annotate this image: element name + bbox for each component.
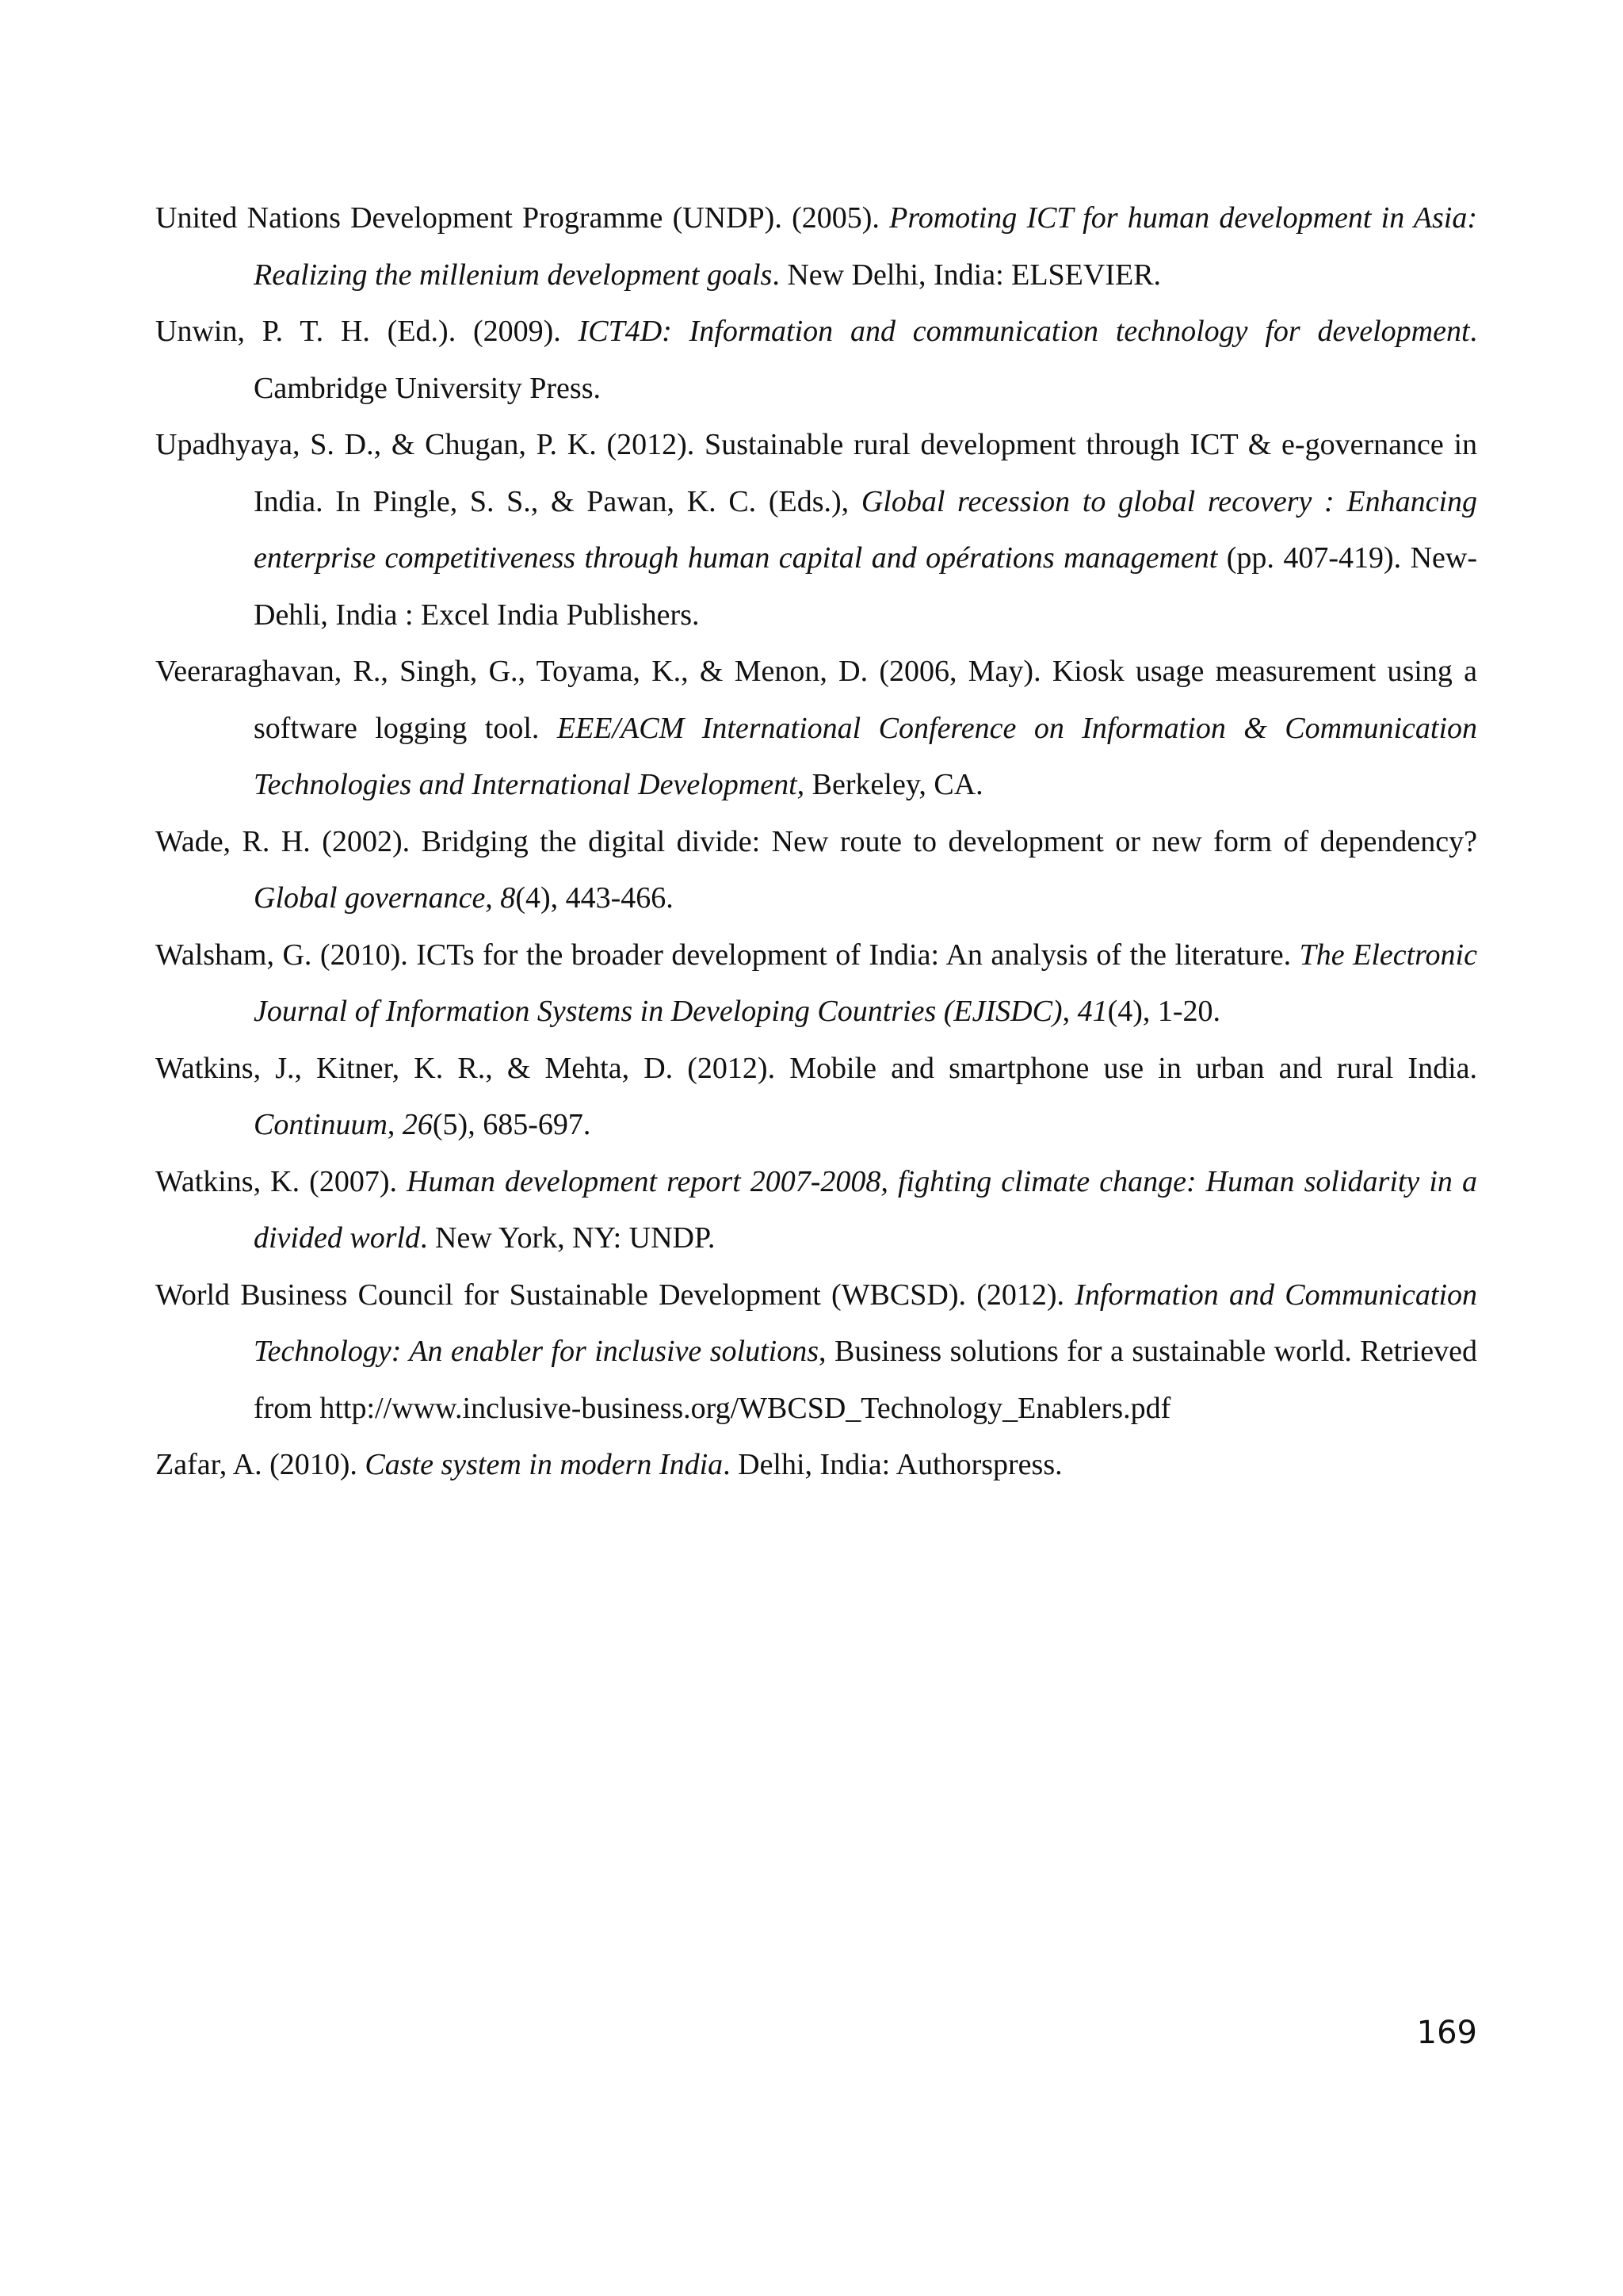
reference-entry — [155, 644, 1477, 814]
reference-italic-text: ICT4D: Information and communication technology for development — [578, 315, 1470, 348]
reference-text: (pp. 407-419). New-Dehli, India : Excel India Publishers. — [254, 541, 1477, 632]
reference-text: Berkeley, CA. — [804, 768, 983, 801]
reference-text: , Business solutions for a sustainable world. Retrieved from http://www.inclusive-business.org/WBCSD_Technology_Enablers.pdf — [254, 1335, 1477, 1425]
reference-text: Watkins, J., Kitner, K. R., & Mehta, D. (2012). Mobile and smartphone use in urban and rural India. — [155, 1051, 1477, 1085]
page-number: 169 — [1416, 2015, 1477, 2051]
reference-text: Walsham, G. (2010). ICTs for the broader development of India: An analysis of the literature. — [155, 938, 1300, 972]
reference-text: Wade, R. H. (2002). Bridging the digital divide: New route to development or new form of dependency? — [155, 824, 1477, 858]
reference-text: Upadhyaya, S. D., & Chugan, P. K. (2012). Sustainable rural development through ICT & e-governance in India. In Pingle, S. S., & Pawan, K. C. (Eds.), — [155, 428, 1477, 518]
reference-text: United Nations Development Programme (UNDP). (2005). — [155, 201, 890, 235]
reference-italic-text: Promoting ICT for human development in Asia: Realizing the millenium development goals — [254, 201, 1477, 292]
reference-text: . New York, NY: UNDP. — [420, 1221, 716, 1255]
reference-italic-text: Global recession to global recovery : Enhancing enterprise competitiveness through human capital and opérations management — [254, 484, 1477, 575]
reference-italic-text: Continuum — [254, 1108, 388, 1141]
reference-text: . Delhi, India: Authorspress. — [723, 1448, 1063, 1481]
reference-italic-text: 26 — [402, 1108, 433, 1141]
reference-entry — [155, 814, 1477, 927]
reference-text: (5), 685-697. — [432, 1108, 591, 1141]
reference-italic-text: Caste system in modern India — [365, 1448, 724, 1481]
reference-entry — [155, 1437, 1477, 1494]
reference-text: . Cambridge University Press. — [254, 315, 1477, 405]
reference-text: Watkins, K. (2007). — [155, 1164, 407, 1198]
reference-text: . New Delhi, India: ELSEVIER. — [772, 258, 1162, 292]
reference-entry — [155, 304, 1477, 417]
reference-italic-text: EEE/ACM International Conference on Information & Communication Technologies and International Development, — [254, 711, 1478, 801]
reference-entry — [155, 1154, 1477, 1267]
reference-text: , — [1062, 995, 1078, 1028]
reference-entry — [155, 417, 1477, 644]
reference-entry — [155, 927, 1477, 1041]
reference-italic-text: Information and Communication Technology: An enabler for inclusive solutions — [254, 1278, 1478, 1368]
reference-italic-text: Human development report 2007-2008, fighting climate change: Human solidarity in a divided world — [254, 1164, 1478, 1255]
reference-text: (4), 1-20. — [1107, 995, 1221, 1028]
reference-italic-text: The Electronic Journal of Information Systems in Developing Countries (EJISDC) — [254, 938, 1477, 1028]
reference-text: Zafar, A. (2010). — [155, 1448, 365, 1481]
reference-entry — [155, 190, 1477, 304]
reference-entry — [155, 1041, 1477, 1154]
reference-italic-text: 41 — [1077, 995, 1108, 1028]
reference-text: Unwin, P. T. H. (Ed.). (2009). — [155, 315, 579, 348]
reference-text: Veeraraghavan, R., Singh, G., Toyama, K., & Menon, D. (2006, May). Kiosk usage measurement using a software logging tool. — [155, 655, 1477, 745]
reference-italic-text: Global governance, 8 — [254, 881, 516, 915]
reference-text: World Business Council for Sustainable Development (WBCSD). (2012). — [155, 1278, 1075, 1312]
reference-list — [155, 190, 1477, 1494]
reference-entry — [155, 1267, 1477, 1438]
reference-text: (4), 443-466. — [515, 881, 674, 915]
reference-text: , — [387, 1108, 403, 1141]
